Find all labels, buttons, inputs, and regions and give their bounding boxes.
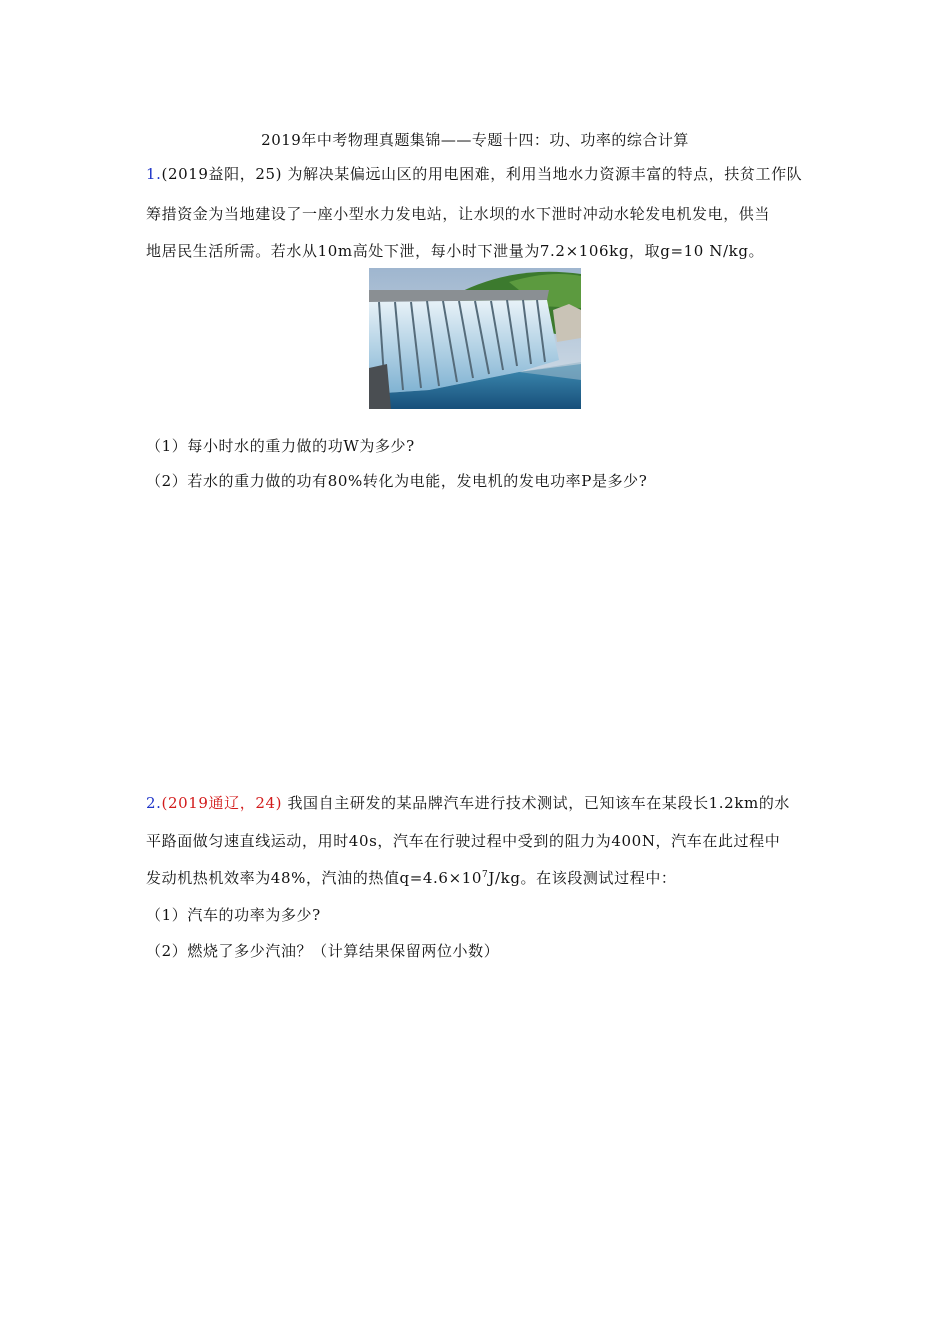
question-2-text-3b: J/kg。在该段测试过程中： bbox=[488, 869, 677, 887]
exponent: 7 bbox=[482, 870, 489, 880]
question-2-text-3a: 发动机热机效率为48%，汽油的热值q=4.6×10 bbox=[146, 869, 483, 887]
question-2-sub-2: （2）燃烧了多少汽油？（计算结果保留两位小数） bbox=[146, 942, 500, 960]
page-title: 2019年中考物理真题集锦——专题十四：功、功率的综合计算 bbox=[261, 131, 689, 149]
question-2-line-2: 平路面做匀速直线运动，用时40s，汽车在行驶过程中受到的阻力为400N，汽车在此过程中 bbox=[146, 832, 781, 850]
question-1-text-1: 为解决某偏远山区的用电困难，利用当地水力资源丰富的特点，扶贫工作队 bbox=[282, 165, 803, 183]
question-1-line-1 bbox=[146, 163, 806, 184]
question-1-sub-1: （1）每小时水的重力做的功W为多少? bbox=[146, 437, 415, 455]
question-2-source: (2019通辽，24) bbox=[161, 794, 283, 812]
question-2-line-3 bbox=[146, 867, 806, 888]
question-1-source: (2019益阳，25) bbox=[161, 165, 283, 183]
question-1-line-2: 筹措资金为当地建设了一座小型水力发电站，让水坝的水下泄时冲动水轮发电机发电，供当 bbox=[146, 205, 771, 223]
question-2-text-1: 我国自主研发的某品牌汽车进行技术测试，已知该车在某段长1.2km的水 bbox=[282, 794, 791, 812]
question-1-sub-2: （2）若水的重力做的功有80%转化为电能，发电机的发电功率P是多少? bbox=[146, 472, 648, 490]
question-2-line-1 bbox=[146, 792, 806, 813]
question-1-line-3: 地居民生活所需。若水从10m高处下泄，每小时下泄量为7.2×106kg，取g=10 N/kg。 bbox=[146, 242, 765, 260]
question-2-sub-1: （1）汽车的功率为多少? bbox=[146, 906, 321, 924]
question-2-number: 2. bbox=[146, 794, 162, 812]
question-1-number: 1. bbox=[146, 165, 162, 183]
dam-photo bbox=[369, 268, 581, 409]
